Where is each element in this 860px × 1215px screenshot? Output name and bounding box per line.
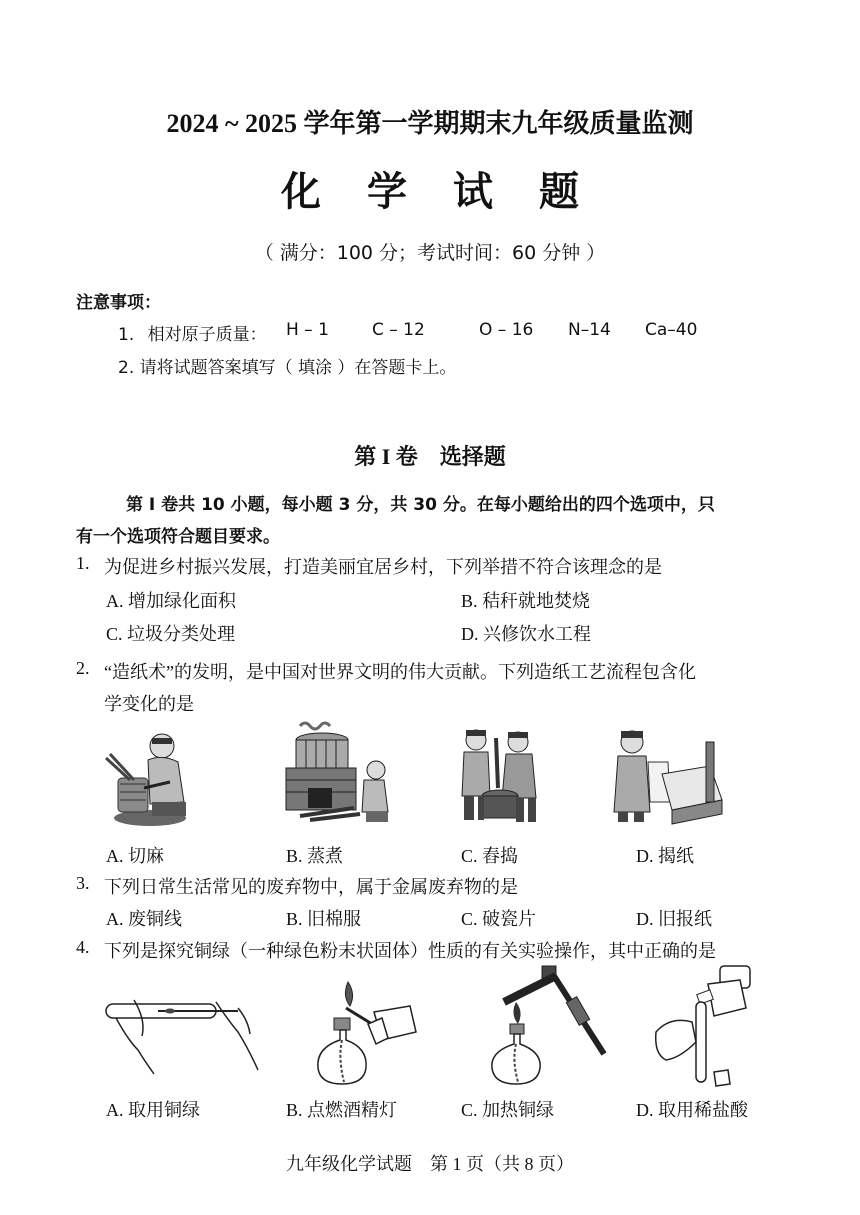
q4-option-a: A. 取用铜绿 bbox=[106, 1100, 200, 1120]
take-copper-green-illustration bbox=[98, 990, 268, 1080]
notes-item-1 bbox=[118, 320, 267, 345]
q1-number: 1. bbox=[76, 553, 90, 573]
subject-title: 化 学 试 题 bbox=[281, 169, 597, 214]
q1-stem: 为促进乡村振兴发展，打造美丽宜居乡村，下列举措不符合该理念的是 bbox=[104, 557, 662, 577]
notes-heading: 注意事项： bbox=[76, 293, 161, 313]
q1-option-d: D. 兴修饮水工程 bbox=[461, 624, 591, 644]
score-time-line: （ 满分：100 分；考试时间：60 分钟 ） bbox=[254, 242, 606, 264]
mass-o: O – 16 bbox=[479, 320, 534, 340]
mass-c: C – 12 bbox=[372, 320, 425, 340]
lifting-paper-illustration bbox=[610, 722, 730, 830]
q3-number: 3. bbox=[76, 873, 90, 893]
q3-option-d: D. 旧报纸 bbox=[636, 909, 712, 929]
cutting-hemp-illustration bbox=[100, 718, 200, 830]
q1-option-a: A. 增加绿化面积 bbox=[106, 591, 236, 611]
q4-option-c: C. 加热铜绿 bbox=[461, 1100, 555, 1120]
exam-title: 2024 ~ 2025 学年第一学期期末九年级质量监测 bbox=[166, 109, 694, 138]
section-instruction-line1: 第 Ⅰ 卷共 10 小题，每小题 3 分，共 30 分。在每小题给出的四个选项中，只 bbox=[126, 495, 715, 515]
q2-option-a: A. 切麻 bbox=[106, 846, 164, 866]
mass-ca: Ca–40 bbox=[645, 320, 698, 340]
q3-option-b: B. 旧棉服 bbox=[286, 909, 362, 929]
q2-stem-line2: 学变化的是 bbox=[104, 694, 194, 714]
pounding-illustration bbox=[452, 718, 552, 830]
q3-option-a: A. 废铜线 bbox=[106, 909, 182, 929]
q1-option-c: C. 垃圾分类处理 bbox=[106, 624, 236, 644]
notes-item-1-label: 相对原子质量： bbox=[147, 325, 267, 345]
notes-item-2: 2. 请将试题答案填写（ 填涂 ）在答题卡上。 bbox=[118, 358, 457, 378]
mass-h: H – 1 bbox=[286, 320, 329, 340]
q2-option-d: D. 揭纸 bbox=[636, 846, 694, 866]
q3-stem: 下列日常生活常见的废弃物中，属于金属废弃物的是 bbox=[104, 877, 518, 897]
q1-option-b: B. 秸秆就地焚烧 bbox=[461, 591, 591, 611]
q4-stem: 下列是探究铜绿（一种绿色粉末状固体）性质的有关实验操作，其中正确的是 bbox=[104, 941, 716, 961]
q4-option-b: B. 点燃酒精灯 bbox=[286, 1100, 398, 1120]
q2-option-c: C. 舂捣 bbox=[461, 846, 519, 866]
q4-number: 4. bbox=[76, 937, 90, 957]
page-footer: 九年级化学试题 第 1 页（共 8 页） bbox=[286, 1154, 574, 1174]
section-title: 第 I 卷 选择题 bbox=[354, 444, 506, 469]
heat-copper-green-illustration bbox=[484, 962, 614, 1088]
q2-option-b: B. 蒸煮 bbox=[286, 846, 344, 866]
section-instruction-line2: 有一个选项符合题目要求。 bbox=[76, 527, 280, 547]
steaming-boiling-illustration bbox=[280, 716, 400, 830]
light-alcohol-lamp-illustration bbox=[312, 978, 424, 1088]
notes-item-1-num: 1. bbox=[118, 325, 135, 345]
mass-n: N–14 bbox=[568, 320, 611, 340]
q2-number: 2. bbox=[76, 658, 90, 678]
take-dilute-hcl-illustration bbox=[650, 962, 760, 1088]
q2-stem-line1: “造纸术”的发明，是中国对世界文明的伟大贡献。下列造纸工艺流程包含化 bbox=[104, 662, 696, 682]
q3-option-c: C. 破瓷片 bbox=[461, 909, 537, 929]
q4-option-d: D. 取用稀盐酸 bbox=[636, 1100, 748, 1120]
